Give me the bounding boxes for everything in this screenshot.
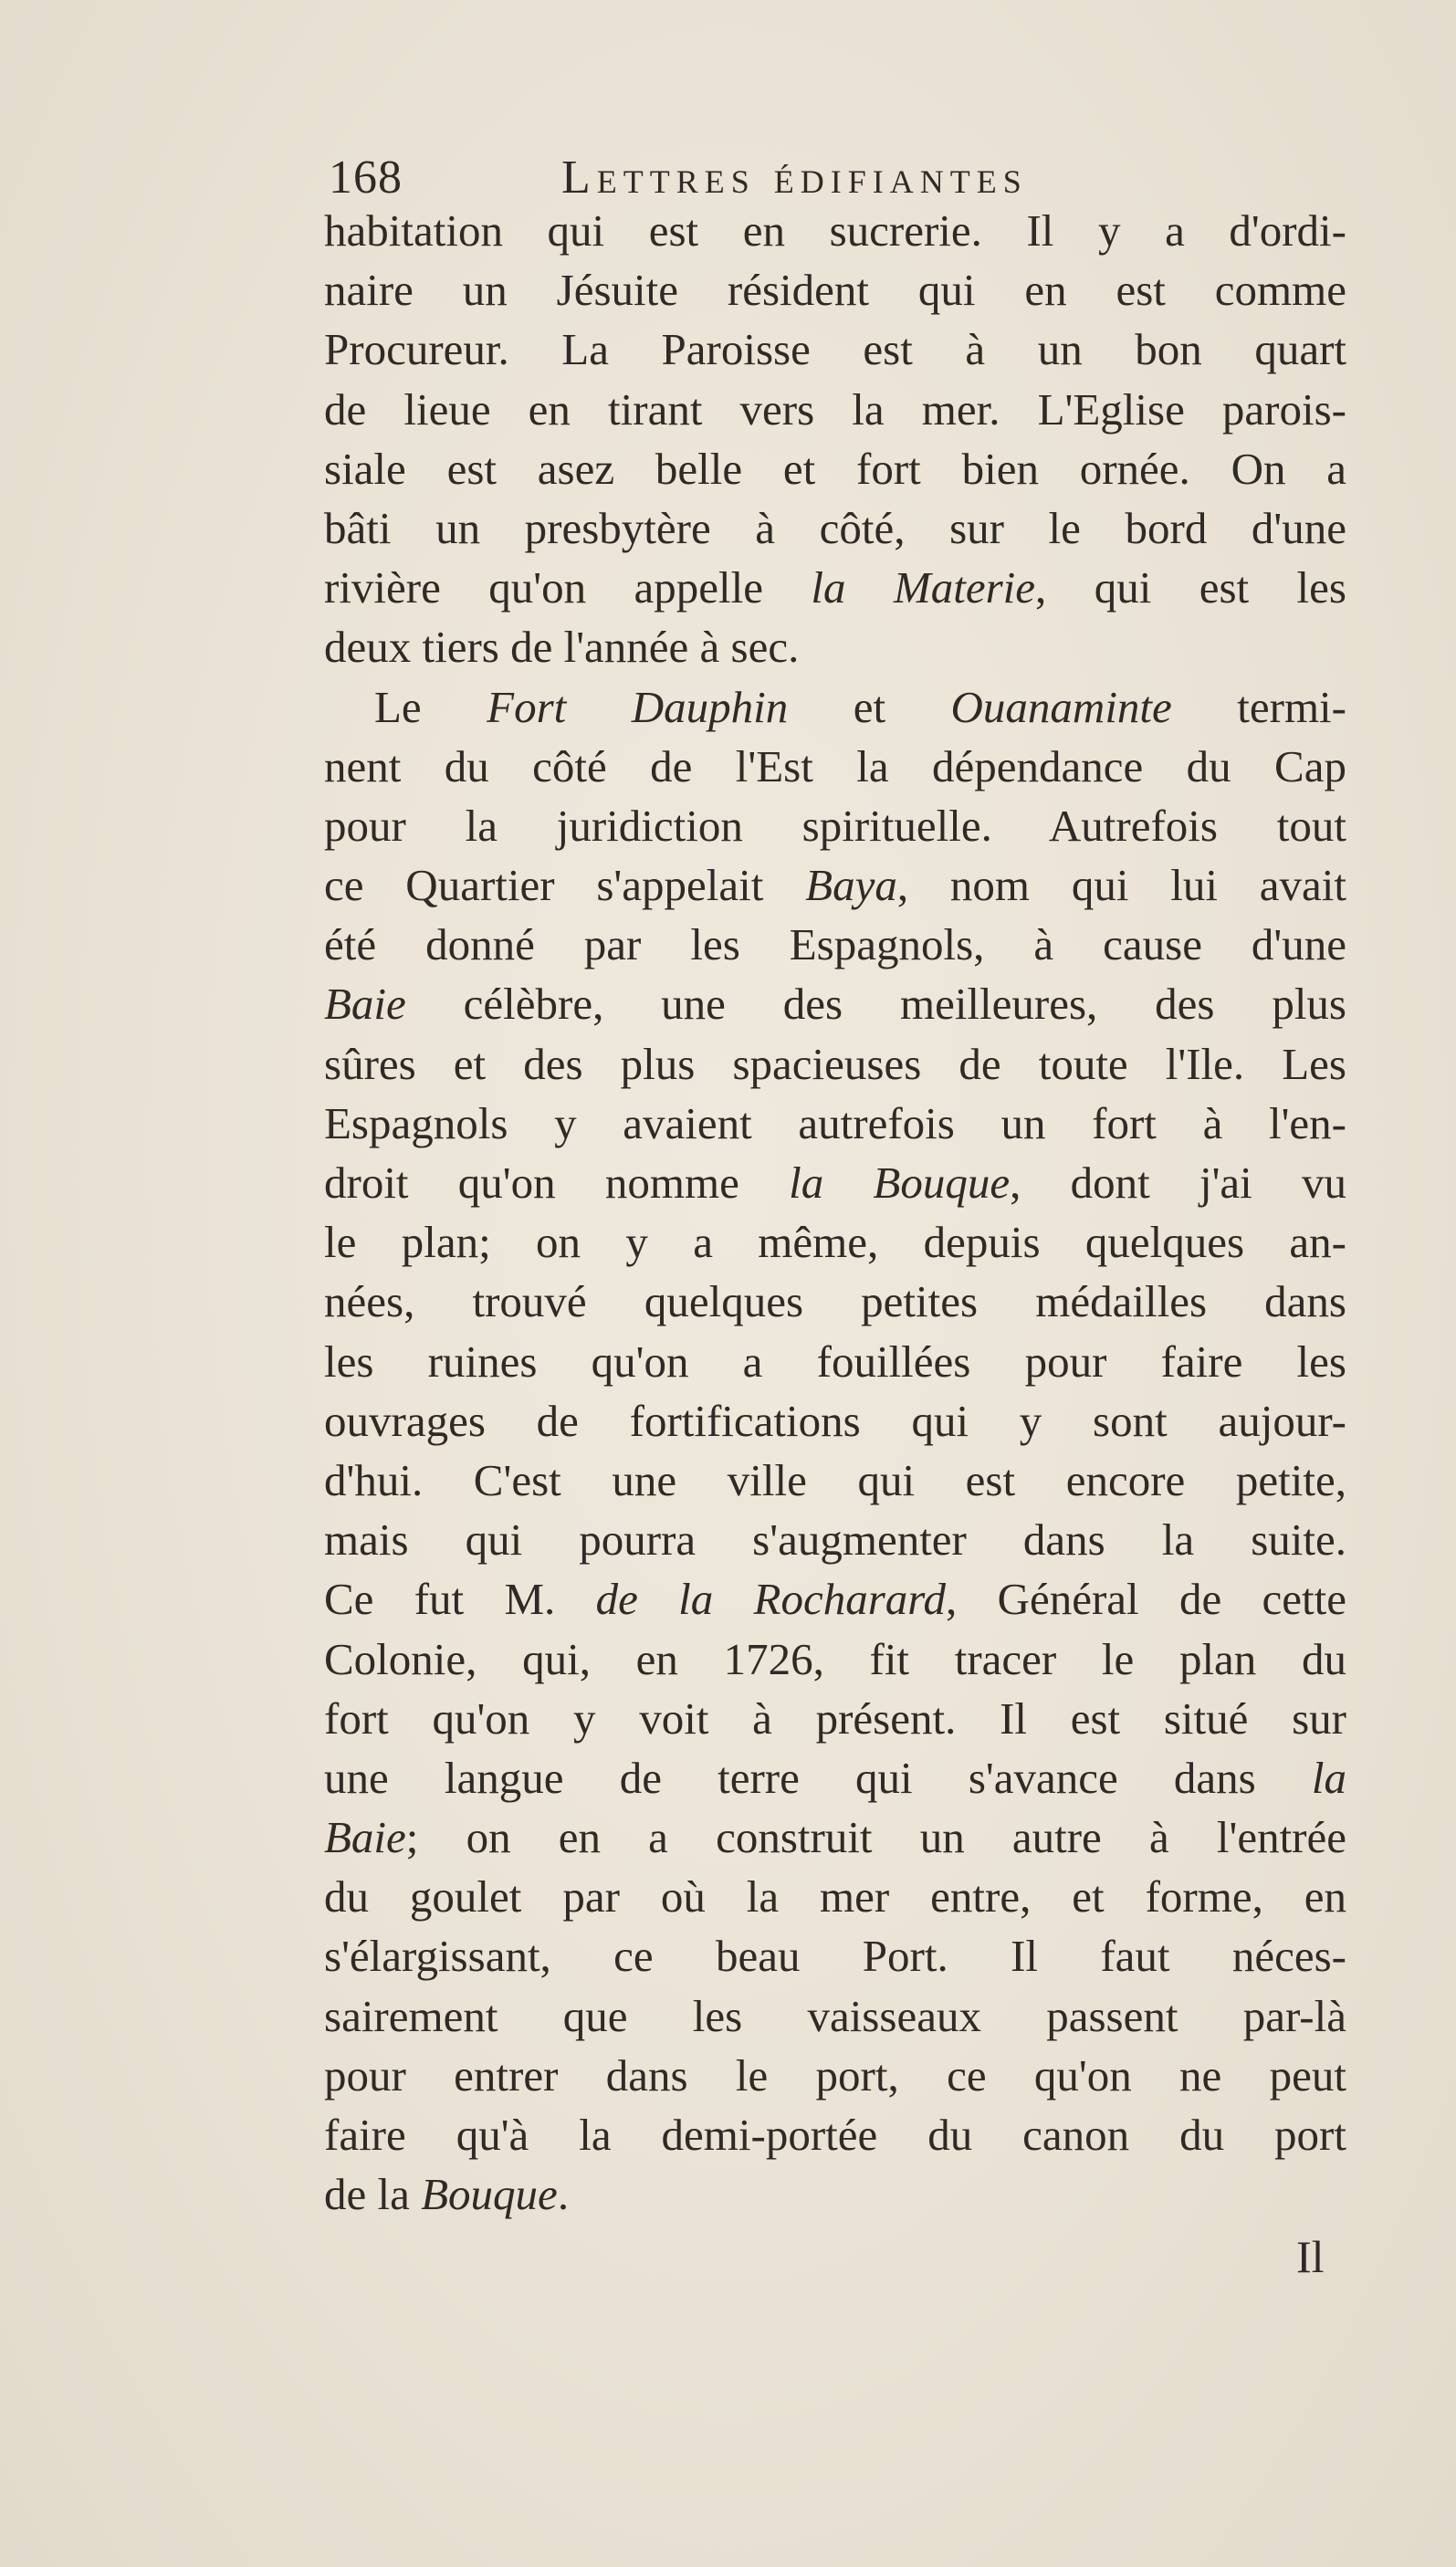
text-line: faire qu'à la demi-portée du canon du port	[324, 2110, 1346, 2160]
text-line: mais qui pourra s'augmenter dans la suite.	[324, 1514, 1346, 1566]
text-run: ce Quartier s'appelait	[324, 860, 806, 911]
running-title: Lettres édifiantes	[561, 152, 1028, 204]
catchword: Il	[1296, 2231, 1325, 2282]
text-run: rivière qu'on appelle	[324, 562, 812, 613]
italic-text: Baie	[324, 979, 406, 1030]
text-line: Colonie, qui, en 1726, fit tracer le plan du	[324, 1633, 1346, 1684]
text-run: Le	[374, 681, 487, 732]
text-line: le plan; on y a même, depuis quelques an-	[324, 1217, 1346, 1268]
text-line: pour entrer dans le port, ce qu'on ne peut	[324, 2049, 1346, 2101]
text-line	[324, 677, 1346, 737]
text-line	[324, 1153, 1346, 1212]
text-line: nent du côté de l'Est la dépendance du Cap	[324, 740, 1346, 791]
text-line: de lieue en tirant vers la mer. L'Eglise parois-	[324, 383, 1346, 435]
italic-text: Baie	[324, 1812, 406, 1863]
italic-text: Baya	[805, 860, 897, 911]
italic-text: la	[1311, 1752, 1346, 1803]
text-line	[324, 1569, 1346, 1629]
text-line	[324, 1807, 1346, 1867]
text-line: les ruines qu'on a fouillées pour faire les	[324, 1336, 1346, 1387]
text-line: du goulet par où la mer entre, et forme, en	[324, 1871, 1346, 1923]
text-line: sairement que les vaisseaux passent par-là	[324, 1990, 1346, 2041]
text-line	[324, 558, 1346, 617]
text-line: fort qu'on y voit à présent. Il est situé sur	[324, 1692, 1346, 1744]
text-line: Procureur. La Paroisse est à un bon quart	[324, 324, 1346, 375]
body-text	[324, 201, 1346, 2224]
text-line: deux tiers de l'année à sec.	[324, 622, 800, 673]
text-run: ; on en a construit un autre à l'entrée	[405, 1812, 1346, 1863]
text-run: une langue de terre qui s'avance dans	[324, 1752, 1312, 1803]
text-line	[324, 974, 1346, 1033]
text-run: de la	[324, 2169, 422, 2220]
text-line	[324, 1748, 1346, 1807]
text-run: termi-	[1171, 681, 1346, 732]
text-line: bâti un presbytère à côté, sur le bord d'une	[324, 502, 1346, 553]
text-run: , nom qui lui avait	[896, 860, 1346, 911]
text-line: Espagnols y avaient autrefois un fort à l'en-	[324, 1097, 1346, 1148]
text-line: nées, trouvé quelques petites médailles dans	[324, 1276, 1346, 1327]
italic-text: Ouanaminte	[950, 681, 1172, 732]
italic-text: Bouque	[421, 2169, 558, 2220]
page-number: 168	[329, 152, 403, 204]
text-line: d'hui. C'est une ville qui est encore petite,	[324, 1454, 1346, 1505]
italic-text: la Materie	[811, 562, 1036, 613]
text-run: , dont j'ai vu	[1010, 1158, 1347, 1208]
text-line	[324, 855, 1346, 915]
text-run: , Général de cette	[946, 1574, 1346, 1625]
text-run: , qui est les	[1035, 562, 1346, 613]
italic-text: de la Rocharard	[595, 1574, 947, 1625]
text-line: pour la juridiction spirituelle. Autrefois tout	[324, 800, 1346, 851]
text-run: célèbre, une des meilleures, des plus	[405, 979, 1346, 1030]
italic-text: la Bouque	[789, 1158, 1011, 1208]
text-line: ouvrages de fortifications qui y sont aujour-	[324, 1395, 1346, 1446]
text-run: et	[788, 681, 951, 732]
italic-text: Fort Dauphin	[487, 681, 789, 732]
text-line: naire un Jésuite résident qui en est comme	[324, 265, 1346, 316]
text-line: s'élargissant, ce beau Port. Il faut néces-	[324, 1931, 1346, 1982]
text-run: droit qu'on nomme	[324, 1158, 790, 1208]
text-line: habitation qui est en sucrerie. Il y a d'ordi-	[324, 205, 1346, 256]
text-line	[324, 2164, 1346, 2224]
text-line: été donné par les Espagnols, à cause d'une	[324, 919, 1346, 970]
text-line: sûres et des plus spacieuses de toute l'Ile. Les	[324, 1038, 1346, 1089]
text-run: Ce fut M.	[324, 1574, 596, 1625]
text-line: siale est asez belle et fort bien ornée. On a	[324, 443, 1346, 494]
text-run: .	[557, 2169, 570, 2220]
